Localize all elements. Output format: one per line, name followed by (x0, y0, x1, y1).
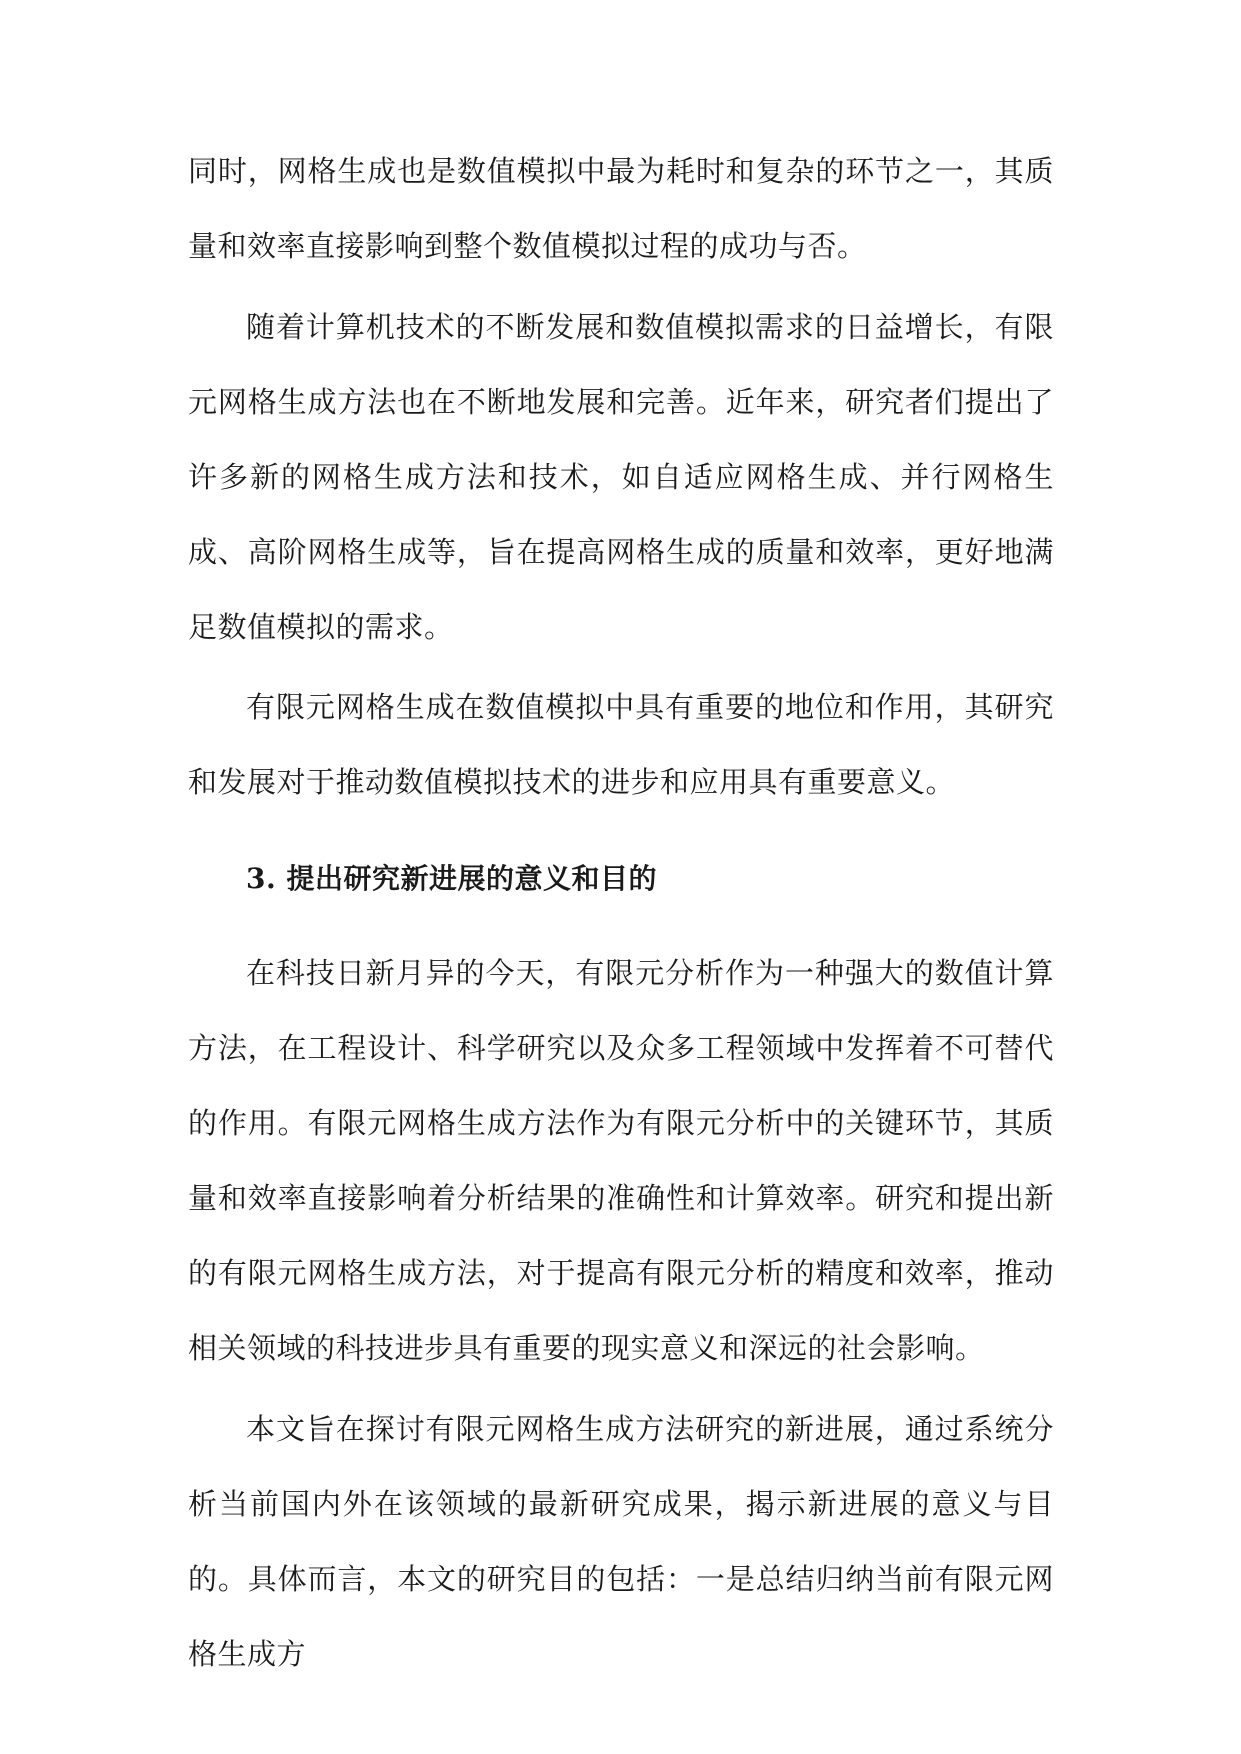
paragraph-importance: 有限元网格生成在数值模拟中具有重要的地位和作用，其研究和发展对于推动数值模拟技术的进步和应用具有重要意义。 (188, 690, 1054, 799)
section-heading: 3. 提出研究新进展的意义和目的 (246, 862, 657, 895)
paragraph-purpose: 本文旨在探讨有限元网格生成方法研究的新进展，通过系统分析当前国内外在该领域的最新研究成果，揭示新进展的意义与目的。具体而言，本文的研究目的包括：一是总结归纳当前有限元网格生成方 (188, 1412, 1054, 1671)
paragraph-continuation: 同时，网格生成也是数值模拟中最为耗时和复杂的环节之一，其质量和效率直接影响到整个数值模拟过程的成功与否。 (188, 154, 1054, 263)
paragraph-significance: 在科技日新月异的今天，有限元分析作为一种强大的数值计算方法，在工程设计、科学研究以及众多工程领域中发挥着不可替代的作用。有限元网格生成方法作为有限元分析中的关键环节，其质量和效率直接影响着分析结果的准确性和计算效率。研究和提出新的有限元网格生成方法，对于提高有限元分析的精度和效率，推动相关领域的科技进步具有重要的现实意义和深远的社会影响。 (188, 956, 1054, 1365)
paragraph-development: 随着计算机技术的不断发展和数值模拟需求的日益增长，有限元网格生成方法也在不断地发展和完善。近年来，研究者们提出了许多新的网格生成方法和技术，如自适应网格生成、并行网格生成、高阶网格生成等，旨在提高网格生成的质量和效率，更好地满足数值模拟的需求。 (188, 310, 1054, 644)
